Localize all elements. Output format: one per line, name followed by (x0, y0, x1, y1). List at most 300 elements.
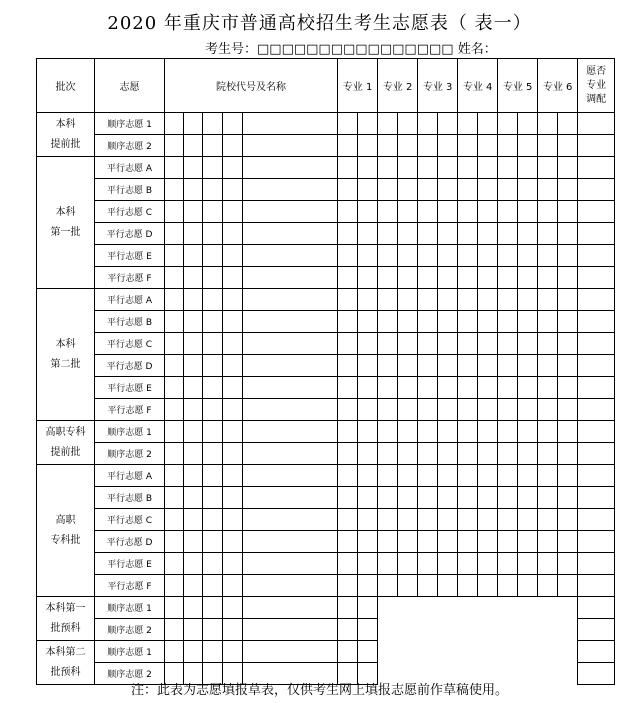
major-code-box[interactable] (558, 355, 578, 377)
adjust-input[interactable] (578, 619, 615, 641)
adjust-input[interactable] (578, 553, 615, 575)
college-code-box[interactable] (223, 113, 243, 135)
major-code-box[interactable] (538, 289, 558, 311)
major-code-box[interactable] (518, 333, 538, 355)
major-code-box[interactable] (518, 135, 538, 157)
major-code-box[interactable] (458, 487, 478, 509)
major-code-box[interactable] (518, 487, 538, 509)
major-code-box[interactable] (458, 509, 478, 531)
major-code-box[interactable] (478, 575, 498, 597)
college-code-box[interactable] (223, 531, 243, 553)
college-code-box[interactable] (184, 377, 203, 399)
college-code-box[interactable] (165, 113, 184, 135)
college-code-box[interactable] (184, 421, 203, 443)
exam-number-boxes[interactable]: □□□□□□□□□□□□□□□□ (257, 42, 454, 57)
major-code-box[interactable] (398, 113, 418, 135)
major-code-box[interactable] (398, 157, 418, 179)
adjust-input[interactable] (578, 443, 615, 465)
college-name-input[interactable] (243, 487, 338, 509)
major-code-box[interactable] (338, 311, 358, 333)
major-code-box[interactable] (538, 575, 558, 597)
adjust-input[interactable] (578, 399, 615, 421)
college-code-box[interactable] (203, 223, 223, 245)
adjust-input[interactable] (578, 289, 615, 311)
adjust-input[interactable] (578, 355, 615, 377)
major-code-box[interactable] (378, 443, 398, 465)
major-code-box[interactable] (478, 223, 498, 245)
major-code-box[interactable] (378, 245, 398, 267)
major-code-box[interactable] (498, 443, 518, 465)
major-code-box[interactable] (378, 355, 398, 377)
major-code-box[interactable] (498, 465, 518, 487)
college-code-box[interactable] (203, 289, 223, 311)
major-code-box[interactable] (478, 245, 498, 267)
major-code-box[interactable] (518, 465, 538, 487)
college-code-box[interactable] (203, 487, 223, 509)
adjust-input[interactable] (578, 135, 615, 157)
college-code-box[interactable] (165, 575, 184, 597)
adjust-input[interactable] (578, 223, 615, 245)
major-code-box[interactable] (338, 201, 358, 223)
major-code-box[interactable] (378, 553, 398, 575)
major-code-box[interactable] (538, 553, 558, 575)
college-name-input[interactable] (243, 223, 338, 245)
major-code-box[interactable] (478, 355, 498, 377)
major-code-box[interactable] (538, 421, 558, 443)
major-code-box[interactable] (418, 399, 438, 421)
major-code-box[interactable] (338, 223, 358, 245)
major-code-box[interactable] (558, 553, 578, 575)
major-code-box[interactable] (378, 487, 398, 509)
major-code-box[interactable] (518, 267, 538, 289)
major-code-box[interactable] (358, 641, 378, 663)
major-code-box[interactable] (518, 311, 538, 333)
college-name-input[interactable] (243, 619, 338, 641)
major-code-box[interactable] (458, 399, 478, 421)
college-code-box[interactable] (184, 399, 203, 421)
major-code-box[interactable] (558, 531, 578, 553)
college-code-box[interactable] (184, 201, 203, 223)
major-code-box[interactable] (558, 201, 578, 223)
major-code-box[interactable] (538, 509, 558, 531)
college-code-box[interactable] (165, 179, 184, 201)
adjust-input[interactable] (578, 531, 615, 553)
major-code-box[interactable] (538, 157, 558, 179)
major-code-box[interactable] (438, 267, 458, 289)
major-code-box[interactable] (358, 487, 378, 509)
major-code-box[interactable] (418, 113, 438, 135)
adjust-input[interactable] (578, 267, 615, 289)
major-code-box[interactable] (558, 289, 578, 311)
adjust-input[interactable] (578, 311, 615, 333)
major-code-box[interactable] (558, 267, 578, 289)
major-code-box[interactable] (558, 443, 578, 465)
major-code-box[interactable] (438, 179, 458, 201)
major-code-box[interactable] (398, 201, 418, 223)
major-code-box[interactable] (338, 377, 358, 399)
adjust-input[interactable] (578, 245, 615, 267)
college-code-box[interactable] (223, 179, 243, 201)
major-code-box[interactable] (438, 531, 458, 553)
major-code-box[interactable] (338, 443, 358, 465)
major-code-box[interactable] (438, 355, 458, 377)
college-code-box[interactable] (203, 377, 223, 399)
college-code-box[interactable] (184, 509, 203, 531)
major-code-box[interactable] (518, 289, 538, 311)
major-code-box[interactable] (378, 135, 398, 157)
major-code-box[interactable] (398, 399, 418, 421)
major-code-box[interactable] (458, 245, 478, 267)
major-code-box[interactable] (538, 311, 558, 333)
adjust-input[interactable] (578, 575, 615, 597)
major-code-box[interactable] (418, 245, 438, 267)
major-code-box[interactable] (378, 421, 398, 443)
major-code-box[interactable] (358, 399, 378, 421)
college-code-box[interactable] (184, 311, 203, 333)
college-name-input[interactable] (243, 179, 338, 201)
college-code-box[interactable] (165, 289, 184, 311)
major-code-box[interactable] (518, 245, 538, 267)
college-code-box[interactable] (165, 245, 184, 267)
major-code-box[interactable] (338, 267, 358, 289)
major-code-box[interactable] (478, 289, 498, 311)
college-code-box[interactable] (223, 201, 243, 223)
adjust-input[interactable] (578, 157, 615, 179)
adjust-input[interactable] (578, 509, 615, 531)
major-code-box[interactable] (518, 421, 538, 443)
major-code-box[interactable] (358, 289, 378, 311)
major-code-box[interactable] (518, 509, 538, 531)
major-code-box[interactable] (338, 465, 358, 487)
major-code-box[interactable] (358, 553, 378, 575)
college-code-box[interactable] (165, 597, 184, 619)
major-code-box[interactable] (358, 377, 378, 399)
college-code-box[interactable] (203, 201, 223, 223)
college-code-box[interactable] (184, 157, 203, 179)
college-name-input[interactable] (243, 157, 338, 179)
major-code-box[interactable] (398, 553, 418, 575)
major-code-box[interactable] (518, 179, 538, 201)
major-code-box[interactable] (538, 355, 558, 377)
major-code-box[interactable] (558, 421, 578, 443)
major-code-box[interactable] (398, 487, 418, 509)
college-code-box[interactable] (165, 443, 184, 465)
college-code-box[interactable] (184, 641, 203, 663)
college-code-box[interactable] (165, 509, 184, 531)
college-code-box[interactable] (223, 355, 243, 377)
major-code-box[interactable] (378, 201, 398, 223)
major-code-box[interactable] (498, 487, 518, 509)
major-code-box[interactable] (558, 399, 578, 421)
major-code-box[interactable] (498, 399, 518, 421)
major-code-box[interactable] (538, 443, 558, 465)
major-code-box[interactable] (398, 531, 418, 553)
major-code-box[interactable] (338, 333, 358, 355)
major-code-box[interactable] (498, 355, 518, 377)
college-code-box[interactable] (223, 641, 243, 663)
major-code-box[interactable] (558, 157, 578, 179)
major-code-box[interactable] (338, 289, 358, 311)
major-code-box[interactable] (458, 223, 478, 245)
college-code-box[interactable] (165, 223, 184, 245)
college-code-box[interactable] (165, 355, 184, 377)
major-code-box[interactable] (538, 333, 558, 355)
major-code-box[interactable] (398, 267, 418, 289)
major-code-box[interactable] (538, 377, 558, 399)
college-code-box[interactable] (165, 377, 184, 399)
college-code-box[interactable] (184, 289, 203, 311)
major-code-box[interactable] (538, 223, 558, 245)
college-code-box[interactable] (203, 443, 223, 465)
major-code-box[interactable] (538, 487, 558, 509)
college-code-box[interactable] (223, 311, 243, 333)
major-code-box[interactable] (438, 399, 458, 421)
major-code-box[interactable] (398, 355, 418, 377)
college-name-input[interactable] (243, 355, 338, 377)
major-code-box[interactable] (458, 201, 478, 223)
major-code-box[interactable] (538, 531, 558, 553)
college-code-box[interactable] (165, 201, 184, 223)
major-code-box[interactable] (398, 443, 418, 465)
college-code-box[interactable] (165, 157, 184, 179)
major-code-box[interactable] (478, 333, 498, 355)
major-code-box[interactable] (458, 179, 478, 201)
major-code-box[interactable] (478, 179, 498, 201)
major-code-box[interactable] (458, 531, 478, 553)
major-code-box[interactable] (518, 399, 538, 421)
major-code-box[interactable] (358, 575, 378, 597)
major-code-box[interactable] (558, 113, 578, 135)
major-code-box[interactable] (338, 157, 358, 179)
major-code-box[interactable] (378, 179, 398, 201)
college-code-box[interactable] (223, 553, 243, 575)
major-code-box[interactable] (558, 377, 578, 399)
major-code-box[interactable] (378, 223, 398, 245)
adjust-input[interactable] (578, 113, 615, 135)
adjust-input[interactable] (578, 487, 615, 509)
major-code-box[interactable] (498, 157, 518, 179)
major-code-box[interactable] (418, 333, 438, 355)
major-code-box[interactable] (518, 575, 538, 597)
major-code-box[interactable] (458, 289, 478, 311)
major-code-box[interactable] (358, 421, 378, 443)
major-code-box[interactable] (498, 509, 518, 531)
major-code-box[interactable] (518, 355, 538, 377)
major-code-box[interactable] (358, 355, 378, 377)
college-code-box[interactable] (223, 509, 243, 531)
major-code-box[interactable] (458, 575, 478, 597)
college-name-input[interactable] (243, 245, 338, 267)
major-code-box[interactable] (398, 311, 418, 333)
college-code-box[interactable] (223, 333, 243, 355)
college-code-box[interactable] (165, 333, 184, 355)
major-code-box[interactable] (478, 311, 498, 333)
major-code-box[interactable] (338, 597, 358, 619)
major-code-box[interactable] (538, 399, 558, 421)
major-code-box[interactable] (458, 465, 478, 487)
major-code-box[interactable] (558, 487, 578, 509)
major-code-box[interactable] (438, 553, 458, 575)
college-code-box[interactable] (165, 399, 184, 421)
major-code-box[interactable] (558, 311, 578, 333)
major-code-box[interactable] (358, 333, 378, 355)
college-code-box[interactable] (223, 487, 243, 509)
major-code-box[interactable] (378, 377, 398, 399)
major-code-box[interactable] (358, 135, 378, 157)
major-code-box[interactable] (438, 421, 458, 443)
college-name-input[interactable] (243, 267, 338, 289)
major-code-box[interactable] (538, 113, 558, 135)
major-code-box[interactable] (538, 245, 558, 267)
major-code-box[interactable] (438, 575, 458, 597)
college-name-input[interactable] (243, 597, 338, 619)
major-code-box[interactable] (478, 113, 498, 135)
major-code-box[interactable] (378, 399, 398, 421)
major-code-box[interactable] (478, 509, 498, 531)
major-code-box[interactable] (358, 113, 378, 135)
college-code-box[interactable] (203, 399, 223, 421)
college-code-box[interactable] (184, 575, 203, 597)
college-code-box[interactable] (223, 443, 243, 465)
major-code-box[interactable] (498, 311, 518, 333)
college-name-input[interactable] (243, 443, 338, 465)
major-code-box[interactable] (418, 311, 438, 333)
major-code-box[interactable] (338, 531, 358, 553)
adjust-input[interactable] (578, 179, 615, 201)
college-code-box[interactable] (203, 509, 223, 531)
major-code-box[interactable] (398, 179, 418, 201)
major-code-box[interactable] (518, 443, 538, 465)
major-code-box[interactable] (458, 355, 478, 377)
major-code-box[interactable] (438, 333, 458, 355)
major-code-box[interactable] (518, 113, 538, 135)
major-code-box[interactable] (418, 355, 438, 377)
major-code-box[interactable] (538, 179, 558, 201)
major-code-box[interactable] (458, 267, 478, 289)
major-code-box[interactable] (358, 531, 378, 553)
major-code-box[interactable] (358, 157, 378, 179)
major-code-box[interactable] (558, 245, 578, 267)
major-code-box[interactable] (438, 201, 458, 223)
major-code-box[interactable] (418, 289, 438, 311)
major-code-box[interactable] (438, 223, 458, 245)
major-code-box[interactable] (358, 245, 378, 267)
major-code-box[interactable] (438, 377, 458, 399)
major-code-box[interactable] (558, 179, 578, 201)
major-code-box[interactable] (418, 135, 438, 157)
college-code-box[interactable] (165, 487, 184, 509)
adjust-input[interactable] (578, 333, 615, 355)
major-code-box[interactable] (458, 333, 478, 355)
college-code-box[interactable] (165, 531, 184, 553)
college-code-box[interactable] (203, 619, 223, 641)
college-code-box[interactable] (184, 245, 203, 267)
college-code-box[interactable] (203, 333, 223, 355)
adjust-input[interactable] (578, 377, 615, 399)
major-code-box[interactable] (478, 377, 498, 399)
college-code-box[interactable] (165, 311, 184, 333)
college-name-input[interactable] (243, 509, 338, 531)
major-code-box[interactable] (458, 553, 478, 575)
college-name-input[interactable] (243, 289, 338, 311)
major-code-box[interactable] (338, 509, 358, 531)
adjust-input[interactable] (578, 641, 615, 663)
major-code-box[interactable] (418, 465, 438, 487)
major-code-box[interactable] (398, 509, 418, 531)
major-code-box[interactable] (378, 465, 398, 487)
college-code-box[interactable] (165, 267, 184, 289)
major-code-box[interactable] (418, 443, 438, 465)
college-name-input[interactable] (243, 421, 338, 443)
college-code-box[interactable] (203, 311, 223, 333)
college-code-box[interactable] (223, 135, 243, 157)
major-code-box[interactable] (438, 311, 458, 333)
major-code-box[interactable] (418, 487, 438, 509)
major-code-box[interactable] (338, 179, 358, 201)
college-name-input[interactable] (243, 333, 338, 355)
major-code-box[interactable] (418, 553, 438, 575)
major-code-box[interactable] (478, 487, 498, 509)
college-name-input[interactable] (243, 641, 338, 663)
college-code-box[interactable] (184, 553, 203, 575)
major-code-box[interactable] (378, 157, 398, 179)
college-code-box[interactable] (203, 157, 223, 179)
major-code-box[interactable] (498, 333, 518, 355)
college-code-box[interactable] (223, 267, 243, 289)
college-code-box[interactable] (184, 179, 203, 201)
major-code-box[interactable] (338, 113, 358, 135)
major-code-box[interactable] (538, 267, 558, 289)
major-code-box[interactable] (418, 267, 438, 289)
college-code-box[interactable] (184, 597, 203, 619)
college-code-box[interactable] (203, 553, 223, 575)
major-code-box[interactable] (538, 201, 558, 223)
major-code-box[interactable] (478, 399, 498, 421)
major-code-box[interactable] (438, 487, 458, 509)
major-code-box[interactable] (498, 179, 518, 201)
college-code-box[interactable] (203, 531, 223, 553)
major-code-box[interactable] (398, 421, 418, 443)
college-name-input[interactable] (243, 465, 338, 487)
college-code-box[interactable] (223, 289, 243, 311)
major-code-box[interactable] (398, 245, 418, 267)
major-code-box[interactable] (378, 509, 398, 531)
college-code-box[interactable] (184, 333, 203, 355)
adjust-input[interactable] (578, 465, 615, 487)
major-code-box[interactable] (438, 443, 458, 465)
major-code-box[interactable] (358, 267, 378, 289)
college-name-input[interactable] (243, 531, 338, 553)
major-code-box[interactable] (418, 377, 438, 399)
adjust-input[interactable] (578, 597, 615, 619)
major-code-box[interactable] (498, 531, 518, 553)
major-code-box[interactable] (518, 201, 538, 223)
college-code-box[interactable] (184, 443, 203, 465)
college-code-box[interactable] (203, 267, 223, 289)
major-code-box[interactable] (398, 289, 418, 311)
major-code-box[interactable] (458, 113, 478, 135)
college-name-input[interactable] (243, 311, 338, 333)
college-code-box[interactable] (184, 465, 203, 487)
college-code-box[interactable] (184, 223, 203, 245)
major-code-box[interactable] (478, 421, 498, 443)
major-code-box[interactable] (498, 113, 518, 135)
major-code-box[interactable] (438, 465, 458, 487)
major-code-box[interactable] (498, 289, 518, 311)
major-code-box[interactable] (378, 531, 398, 553)
major-code-box[interactable] (338, 641, 358, 663)
college-code-box[interactable] (203, 179, 223, 201)
